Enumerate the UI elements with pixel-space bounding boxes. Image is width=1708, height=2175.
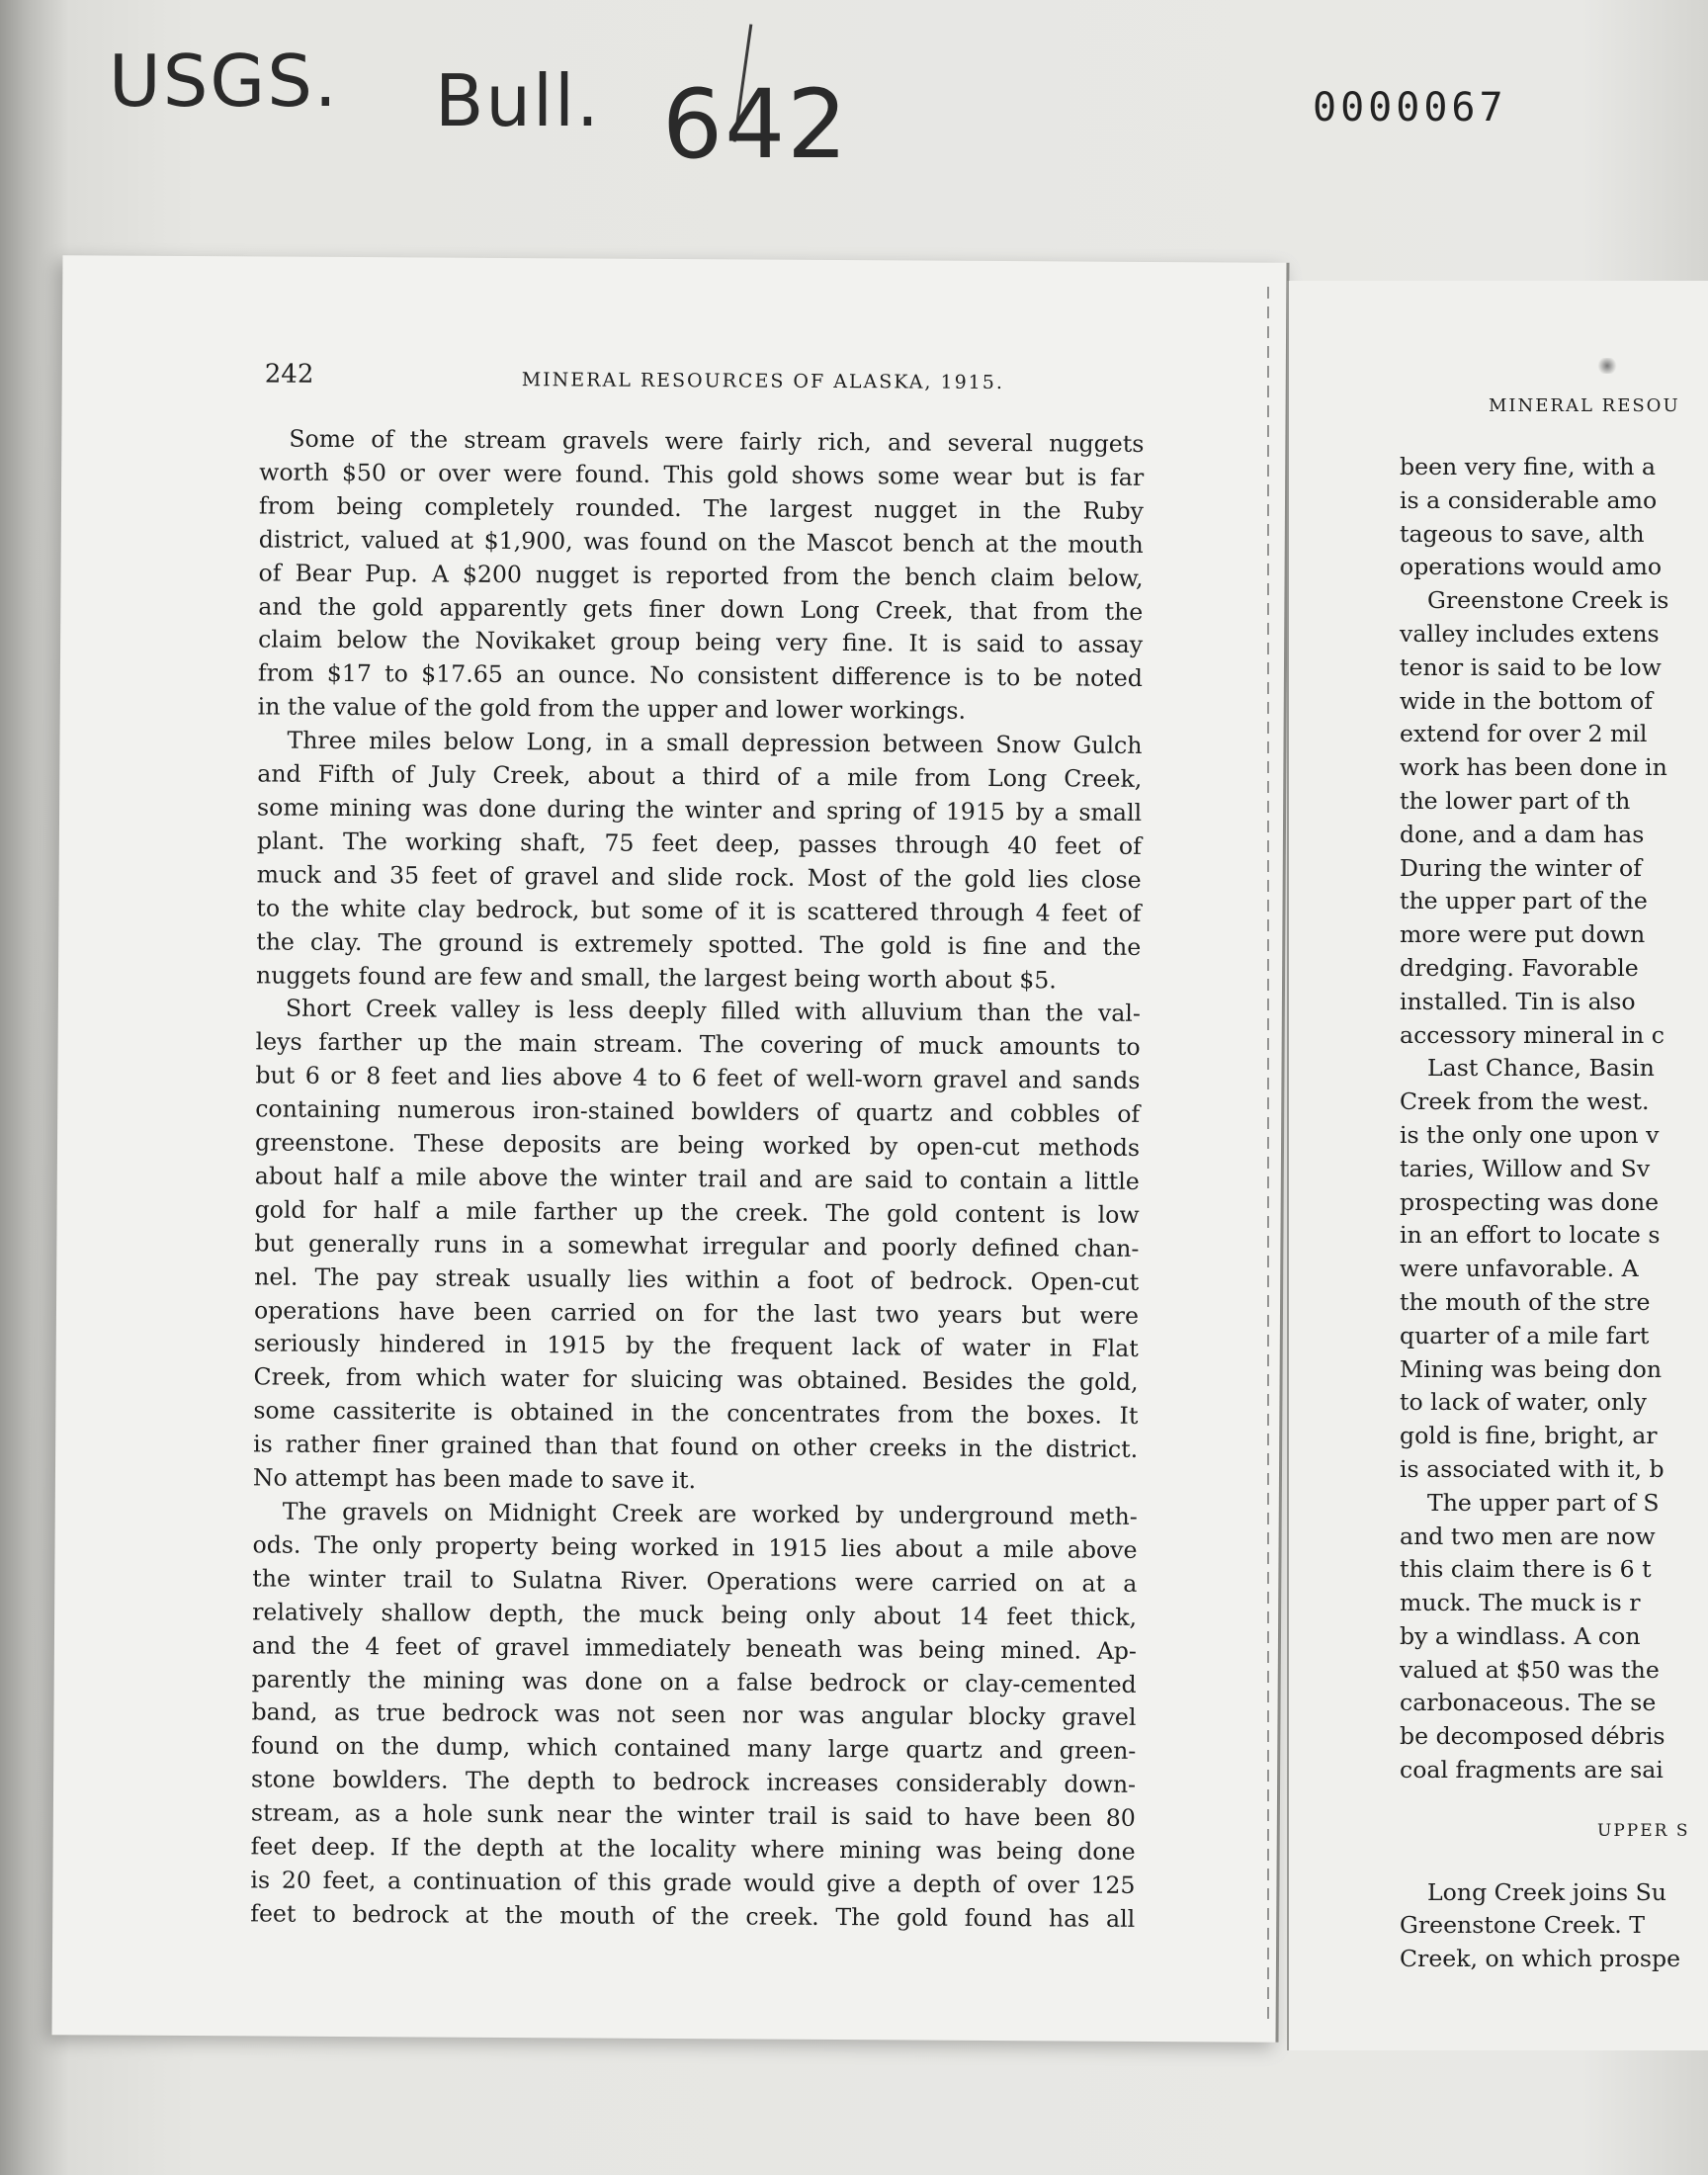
text-line: band, as true bedrock was not seen nor was angular blocky gravel (251, 1697, 1137, 1732)
text-line: feet deep. If the depth at the locality where mining was being done (250, 1832, 1136, 1866)
text-line: plant. The working shaft, 75 feet deep, passes through 40 feet of (256, 826, 1142, 860)
text-line: the winter trail to Sulatna River. Operations were carried on at a (252, 1564, 1138, 1598)
spacer (1400, 1849, 1708, 1876)
text-line: parently the mining was done on a false bedrock or clay-cemented (251, 1664, 1137, 1698)
page-fold-line (1267, 287, 1269, 2027)
text-line: extend for over 2 mil (1400, 720, 1648, 748)
text-line: and the gold apparently gets finer down Long Creek, that from the (258, 591, 1144, 626)
text-line: is rather finer grained than that found on other creeks in the district. (253, 1430, 1139, 1464)
text-line: valley includes extens (1400, 619, 1660, 648)
text-line: carbonaceous. The se (1400, 1689, 1657, 1717)
text-line: wide in the bottom of (1400, 686, 1653, 715)
text-line: to the white clay bedrock, but some of it is scattered through 4 feet of (256, 894, 1142, 927)
handwritten-bulletin: Bull. (435, 59, 601, 142)
text-line: operations have been carried on for the last two years but were (253, 1295, 1140, 1330)
text-line: district, valued at $1,900, was found on the Mascot bench at the mouth (258, 525, 1144, 559)
text-line: and two men are now (1400, 1522, 1656, 1550)
text-line: is 20 feet, a continuation of this grade would give a depth of over 125 (250, 1866, 1136, 1899)
text-line: some cassiterite is obtained in the concentrates from the boxes. It (253, 1396, 1139, 1431)
spacer (1400, 1787, 1708, 1815)
right-page (1287, 281, 1708, 2050)
text-line: taries, Willow and Sv (1400, 1154, 1651, 1182)
text-line: nuggets found are few and small, the largest being worth about $5. (255, 960, 1057, 994)
text-line: about half a mile above the winter trail and are said to contain a little (254, 1162, 1140, 1195)
text-line: is associated with it, b (1400, 1454, 1665, 1483)
text-line: stream, as a hole sunk near the winter trail is said to have been 80 (250, 1798, 1136, 1833)
text-line: be decomposed débris (1400, 1722, 1665, 1751)
text-line: Creek, on which prospe (1400, 1945, 1681, 1973)
text-line: The upper part of S (1427, 1488, 1660, 1517)
right-body-text (1400, 451, 1708, 1976)
text-line: from being completely rounded. The largest nugget in the Ruby (258, 491, 1145, 525)
text-line: and Fifth of July Creek, about a third of a mile from Long Creek, (257, 759, 1143, 793)
text-line: but generally runs in a somewhat irregular and poorly defined chan- (254, 1229, 1140, 1262)
text-line: the mouth of the stre (1400, 1287, 1651, 1316)
text-line: The gravels on Midnight Creek are worked by underground meth- (282, 1497, 1138, 1530)
text-line: valued at $50 was the (1400, 1655, 1660, 1684)
ink-smudge (1596, 358, 1618, 374)
text-line: gold is fine, bright, ar (1400, 1422, 1658, 1450)
text-line: found on the dump, which contained many large quartz and green- (251, 1731, 1137, 1766)
text-line: relatively shallow depth, the muck being only about 14 feet thick, (252, 1598, 1138, 1631)
text-line: of Bear Pup. A $200 nugget is reported from the bench claim below, (258, 559, 1144, 592)
text-line: Creek, from which water for sluicing was obtained. Besides the gold, (253, 1362, 1139, 1397)
text-line: No attempt has been made to save it. (252, 1463, 697, 1495)
text-line: done, and a dam has (1400, 820, 1645, 848)
running-head (264, 359, 1016, 394)
text-line: During the winter of (1400, 853, 1642, 882)
text-line: were unfavorable. A (1400, 1255, 1639, 1283)
text-line: worth $50 or over were found. This gold shows some wear but is far (259, 458, 1145, 491)
text-line: been very fine, with a (1400, 453, 1657, 480)
text-line: muck. The muck is r (1400, 1589, 1641, 1617)
page-number: 242 (264, 359, 314, 390)
text-line: Three miles below Long, in a small depression between Snow Gulch (287, 726, 1143, 760)
text-line: operations would amo (1400, 553, 1663, 581)
text-line: claim below the Novikaket group being very fine. It is said to assay (258, 625, 1144, 659)
text-line: tenor is said to be low (1400, 652, 1662, 681)
text-line: Greenstone Creek. T (1400, 1911, 1645, 1940)
text-line: greenstone. These deposits are being worked by open-cut methods (254, 1128, 1141, 1162)
text-line: coal fragments are sai (1400, 1756, 1664, 1784)
text-line: quarter of a mile fart (1400, 1321, 1650, 1349)
text-line: some mining was done during the winter and spring of 1915 by a small (257, 793, 1143, 826)
body-text (250, 422, 1144, 1936)
text-line: leys farther up the main stream. The covering of muck amounts to (255, 1027, 1141, 1062)
text-line: is the only one upon v (1400, 1120, 1660, 1149)
left-page (52, 255, 1290, 2043)
section-heading: UPPER S (1597, 1820, 1690, 1841)
text-line: the upper part of the (1400, 887, 1648, 915)
text-line: containing numerous iron-stained bowlders of quartz and cobbles of (255, 1094, 1141, 1129)
stamp-number: 0000067 (1313, 85, 1507, 130)
text-line: seriously hindered in 1915 by the frequent lack of water in Flat (253, 1329, 1139, 1363)
text-line: Mining was being don (1400, 1354, 1663, 1383)
text-line: is a considerable amo (1400, 485, 1658, 514)
handwritten-series: USGS. (109, 40, 339, 123)
text-line: to lack of water, only (1400, 1388, 1647, 1417)
text-line: installed. Tin is also (1400, 987, 1636, 1015)
text-line: but 6 or 8 feet and lies above 4 to 6 feet of well-worn gravel and sands (255, 1061, 1141, 1095)
text-line: muck and 35 feet of gravel and slide rock. Most of the gold lies close (256, 860, 1142, 894)
text-line: this claim there is 6 t (1400, 1555, 1652, 1584)
text-line: Short Creek valley is less deeply filled with alluvium than the val- (285, 995, 1141, 1028)
text-line: accessory mineral in c (1400, 1020, 1665, 1049)
right-running-title: MINERAL RESOU (1489, 395, 1680, 416)
text-line: and the 4 feet of gravel immediately beneath was being mined. Ap- (251, 1631, 1137, 1665)
text-line: ods. The only property being worked in 1915 lies about a mile above (252, 1530, 1138, 1564)
text-line: the lower part of th (1400, 786, 1631, 815)
text-line: tageous to save, alth (1400, 519, 1645, 548)
text-line: Some of the stream gravels were fairly rich, and several nuggets (289, 424, 1145, 458)
text-line: from $17 to $17.65 an ounce. No consistent difference is to be noted (257, 658, 1144, 693)
text-line: Last Chance, Basin (1427, 1054, 1655, 1083)
text-line: Creek from the west. (1400, 1088, 1650, 1116)
text-line: stone bowlders. The depth to bedrock increases considerably down- (251, 1765, 1137, 1799)
text-line: work has been done in (1400, 753, 1667, 782)
text-line: prospecting was done (1400, 1187, 1660, 1216)
running-title: MINERAL RESOURCES OF ALASKA, 1915. (521, 369, 1004, 394)
text-line: the clay. The ground is extremely spotted. The gold is fine and the (256, 927, 1142, 961)
text-line: by a windlass. A con (1400, 1621, 1641, 1650)
text-line: dredging. Favorable (1400, 953, 1639, 982)
text-line: in the value of the gold from the upper and lower workings. (257, 692, 967, 726)
text-line: Greenstone Creek is (1427, 586, 1669, 615)
text-line: Long Creek joins Su (1427, 1877, 1666, 1906)
text-line: in an effort to locate s (1400, 1221, 1661, 1250)
text-line: nel. The pay streak usually lies within a foot of bedrock. Open-cut (254, 1262, 1140, 1296)
text-line: gold for half a mile farther up the creek. The gold content is low (254, 1195, 1140, 1229)
text-line: more were put down (1400, 920, 1646, 949)
handwritten-number: 642 (662, 69, 850, 180)
text-line: feet to bedrock at the mouth of the creek. The gold found has all (250, 1899, 1136, 1933)
